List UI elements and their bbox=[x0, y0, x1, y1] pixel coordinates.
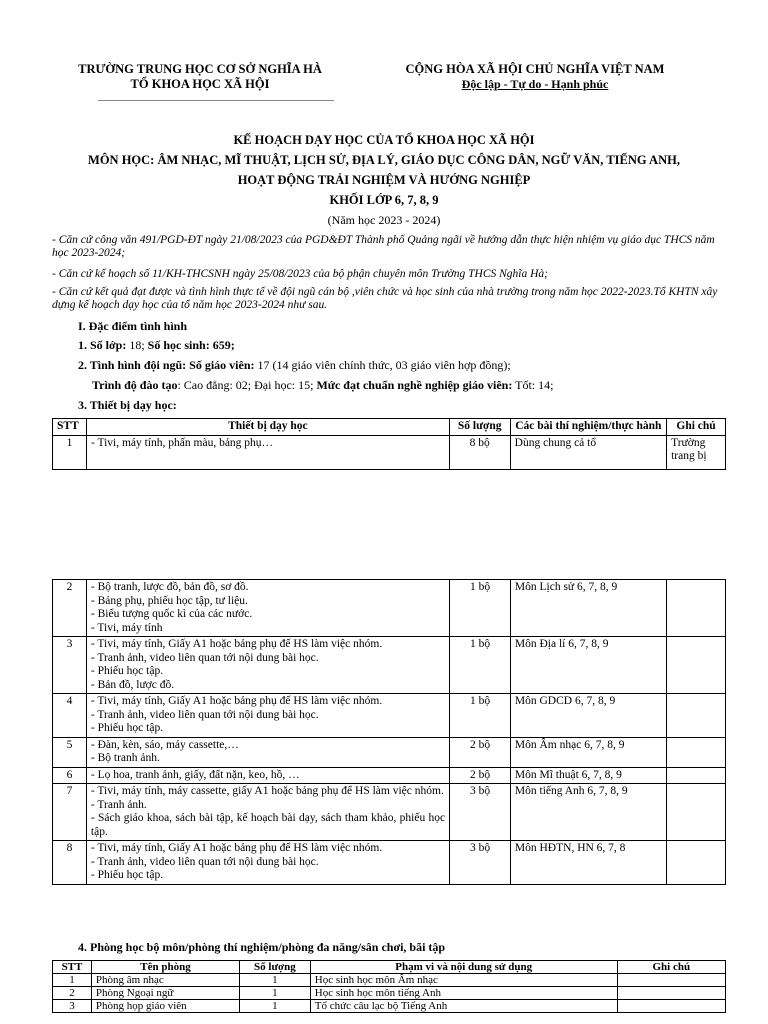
device-item: - Tivi, máy tính, máy cassette, giấy A1 hoặc bảng phụ để HS làm việc nhóm. bbox=[90, 785, 444, 797]
document-title bbox=[40, 130, 728, 230]
row-stt: 7 bbox=[53, 784, 87, 841]
table-row bbox=[53, 737, 726, 767]
row-qty: 1 bộ bbox=[450, 694, 511, 738]
rooms-col-stt: STT bbox=[53, 961, 92, 974]
room-stt: 1 bbox=[53, 974, 92, 987]
row-note bbox=[667, 784, 726, 841]
row-qty: 3 bộ bbox=[450, 841, 511, 885]
row-stt: 5 bbox=[53, 737, 87, 767]
row-note bbox=[667, 841, 726, 885]
room-row bbox=[53, 1000, 726, 1013]
row-experiment: Môn Âm nhạc 6, 7, 8, 9 bbox=[510, 737, 666, 767]
row-stt: 4 bbox=[53, 694, 87, 738]
device-item: - Đàn, kèn, sáo, máy cassette,… bbox=[90, 738, 239, 751]
students-value: 659; bbox=[209, 338, 235, 352]
table-row bbox=[53, 580, 726, 637]
title-line-1: KẾ HOẠCH DẠY HỌC CỦA TỔ KHOA HỌC XÃ HỘI bbox=[233, 133, 535, 147]
col-experiment-header: Các bài thí nghiệm/thực hành bbox=[510, 419, 666, 436]
rooms-table-header bbox=[53, 961, 726, 974]
row-experiment: Môn tiếng Anh 6, 7, 8, 9 bbox=[510, 784, 666, 841]
classes-label: 1. Số lớp: bbox=[78, 338, 127, 352]
row-device bbox=[86, 737, 449, 767]
room-name: Phòng họp giáo viên bbox=[91, 1000, 239, 1013]
staff-label: 2. Tình hình đội ngũ: Số giáo viên: bbox=[78, 358, 255, 372]
row-note bbox=[667, 637, 726, 694]
device-item: - Phiếu học tập. bbox=[90, 665, 164, 677]
row-stt: 3 bbox=[53, 637, 87, 694]
section-1-heading: I. Đặc điểm tình hình bbox=[78, 319, 188, 333]
row-experiment: Dùng chung cả tổ bbox=[510, 435, 666, 469]
device-item: - Phiếu học tập. bbox=[90, 869, 164, 881]
room-row bbox=[53, 987, 726, 1000]
device-item: - Bảng phụ, phiếu học tập, tư liệu. bbox=[90, 594, 248, 607]
device-item: - Tranh ảnh. bbox=[90, 798, 147, 811]
device-item: - Tranh ảnh, video liên quan tới nội dung bài học. bbox=[90, 708, 319, 721]
device-item: - Bộ tranh, lược đồ, bản đồ, sơ đồ. bbox=[90, 581, 249, 593]
device-item: - Bản đồ, lược đồ. bbox=[90, 678, 175, 691]
room-qty: 1 bbox=[240, 1000, 311, 1013]
row-stt: 2 bbox=[53, 580, 87, 637]
room-scope: Học sinh học môn Âm nhạc bbox=[310, 974, 617, 987]
table-row bbox=[53, 841, 726, 885]
equipment-heading: 3. Thiết bị dạy học: bbox=[78, 398, 177, 412]
room-row bbox=[53, 974, 726, 987]
qualification-value: : Cao đẳng: 02; Đại học: 15; bbox=[177, 378, 314, 392]
row-qty: 2 bộ bbox=[450, 767, 511, 784]
room-name: Phòng âm nhạc bbox=[91, 974, 239, 987]
rooms-col-scope: Phạm vi và nội dung sử dụng bbox=[310, 961, 617, 974]
national-header bbox=[380, 62, 690, 92]
equipment-table-part-1 bbox=[52, 418, 726, 470]
equipment-table-header bbox=[53, 419, 726, 436]
school-header bbox=[40, 62, 360, 92]
title-line-2: MÔN HỌC: ÂM NHẠC, MĨ THUẬT, LỊCH SỬ, ĐỊA LÝ, GIÁO DỤC CÔNG DÂN, NGỮ VĂN, TIẾNG ANH, bbox=[88, 153, 680, 167]
row-device bbox=[86, 784, 449, 841]
row-stt: 6 bbox=[53, 767, 87, 784]
col-note-header: Ghi chú bbox=[667, 419, 726, 436]
basis-paragraph-1: - Căn cứ công văn 491/PGD-ĐT ngày 21/08/2023 của PGD&ĐT Thành phố Quảng ngãi về hướng dẫn thực hiện nhiệm vụ giáo dục THCS năm học 2023-2024; bbox=[52, 234, 715, 259]
row-stt: 1 bbox=[53, 435, 87, 469]
row-device bbox=[86, 841, 449, 885]
room-note bbox=[617, 974, 725, 987]
row-device bbox=[86, 694, 449, 738]
row-experiment: Môn Địa lí 6, 7, 8, 9 bbox=[510, 637, 666, 694]
standard-value: Tốt: 14; bbox=[512, 378, 554, 392]
room-stt: 2 bbox=[53, 987, 92, 1000]
device-item: - Tranh ảnh, video liên quan tới nội dung bài học. bbox=[90, 651, 319, 664]
row-note bbox=[667, 767, 726, 784]
school-year: (Năm học 2023 - 2024) bbox=[327, 213, 441, 227]
device-item: - Tranh ảnh, video liên quan tới nội dung bài học. bbox=[90, 855, 319, 868]
row-note bbox=[667, 694, 726, 738]
row-device: - Tivi, máy tính, phấn màu, bảng phụ… bbox=[86, 435, 449, 469]
school-name: TRƯỜNG TRUNG HỌC CƠ SỞ NGHĨA HÀ bbox=[78, 62, 322, 76]
standard-label: Mức đạt chuẩn nghề nghiệp giáo viên: bbox=[313, 378, 513, 392]
table-row bbox=[53, 694, 726, 738]
col-stt-header: STT bbox=[53, 419, 87, 436]
device-item: - Tivi, máy tính, Giấy A1 hoặc bảng phụ để HS làm việc nhóm. bbox=[90, 638, 383, 650]
country-name: CỘNG HÒA XÃ HỘI CHỦ NGHĨA VIỆT NAM bbox=[405, 62, 665, 76]
classes-value: 18; bbox=[126, 338, 145, 352]
header-divider bbox=[98, 100, 334, 101]
row-device bbox=[86, 637, 449, 694]
room-stt: 3 bbox=[53, 1000, 92, 1013]
device-item: - Biểu tượng quốc kì của các nước. bbox=[90, 608, 253, 620]
title-line-4: KHỐI LỚP 6, 7, 8, 9 bbox=[329, 193, 439, 207]
rooms-table bbox=[52, 960, 726, 1013]
row-experiment: Môn GDCD 6, 7, 8, 9 bbox=[510, 694, 666, 738]
device-item: - Tivi, máy tính bbox=[90, 621, 163, 634]
row-qty: 2 bộ bbox=[450, 737, 511, 767]
basis-paragraph-2: - Căn cứ kế hoạch số 11/KH-THCSNH ngày 25/08/2023 của bộ phận chuyên môn Trường THCS Nghĩa Hà; bbox=[52, 268, 549, 280]
row-qty: 3 bộ bbox=[450, 784, 511, 841]
row-experiment: Môn Mĩ thuật 6, 7, 8, 9 bbox=[510, 767, 666, 784]
room-scope: Học sinh học môn tiếng Anh bbox=[310, 987, 617, 1000]
table-row bbox=[53, 784, 726, 841]
device-item: - Phiếu học tập. bbox=[90, 722, 164, 734]
col-device-header: Thiết bị dạy học bbox=[86, 419, 449, 436]
table-row bbox=[53, 435, 726, 469]
row-qty: 1 bộ bbox=[450, 580, 511, 637]
device-item: - Sách giáo khoa, sách bài tập, kế hoạch bài dạy, sách tham khảo, phiếu học tập. bbox=[90, 812, 446, 838]
classes-students-line bbox=[78, 338, 718, 353]
row-qty: 8 bộ bbox=[449, 435, 510, 469]
room-scope: Tổ chức câu lạc bộ Tiếng Anh bbox=[310, 1000, 617, 1013]
room-note bbox=[617, 1000, 725, 1013]
equipment-table-part-2 bbox=[52, 579, 726, 885]
room-qty: 1 bbox=[240, 987, 311, 1000]
table-row bbox=[53, 637, 726, 694]
row-note bbox=[667, 580, 726, 637]
section-4-heading: 4. Phòng học bộ môn/phòng thí nghiệm/phòng đa năng/sân chơi, bãi tập bbox=[78, 940, 446, 954]
staff-value: 17 (14 giáo viên chính thức, 03 giáo viên hợp đồng); bbox=[254, 358, 511, 372]
device-item: - Tivi, máy tính, Giấy A1 hoặc bảng phụ để HS làm việc nhóm. bbox=[90, 695, 383, 707]
row-experiment: Môn Lịch sử 6, 7, 8, 9 bbox=[510, 580, 666, 637]
row-stt: 8 bbox=[53, 841, 87, 885]
row-device bbox=[86, 580, 449, 637]
department-name: TỔ KHOA HỌC XÃ HỘI bbox=[130, 77, 270, 91]
rooms-col-name: Tên phòng bbox=[91, 961, 239, 974]
device-item: - Bộ tranh ảnh. bbox=[90, 752, 160, 764]
row-note bbox=[667, 737, 726, 767]
device-item: - Tivi, máy tính, Giấy A1 hoặc bảng phụ để HS làm việc nhóm. bbox=[90, 842, 383, 854]
rooms-col-qty: Số lượng bbox=[240, 961, 311, 974]
rooms-col-note: Ghi chú bbox=[617, 961, 725, 974]
staff-line bbox=[78, 358, 718, 373]
room-qty: 1 bbox=[240, 974, 311, 987]
row-device bbox=[86, 767, 449, 784]
room-note bbox=[617, 987, 725, 1000]
row-note: Trường trang bị bbox=[667, 435, 726, 469]
col-qty-header: Số lượng bbox=[449, 419, 510, 436]
title-line-3: HOẠT ĐỘNG TRẢI NGHIỆM VÀ HƯỚNG NGHIỆP bbox=[237, 173, 531, 187]
national-motto: Độc lập - Tự do - Hạnh phúc bbox=[461, 77, 609, 91]
qualification-line bbox=[92, 378, 732, 393]
qualification-label: Trình độ đào tạo bbox=[92, 378, 178, 392]
row-experiment: Môn HĐTN, HN 6, 7, 8 bbox=[510, 841, 666, 885]
table-row bbox=[53, 767, 726, 784]
row-qty: 1 bộ bbox=[450, 637, 511, 694]
students-label: Số học sinh: bbox=[144, 338, 210, 352]
basis-paragraph-3: - Căn cứ kết quả đạt được và tình hình thực tế về đội ngũ cán bộ ,viên chức và học sinh của nhà trường trong năm học 2022-2023.Tổ KHTN xây dựng kế hoạch dạy học của tổ năm học 2023-2024 như sau. bbox=[52, 286, 718, 311]
device-item: - Lọ hoa, tranh ảnh, giấy, đất nặn, keo, hồ, … bbox=[90, 768, 300, 781]
room-name: Phòng Ngoại ngữ bbox=[91, 987, 239, 1000]
